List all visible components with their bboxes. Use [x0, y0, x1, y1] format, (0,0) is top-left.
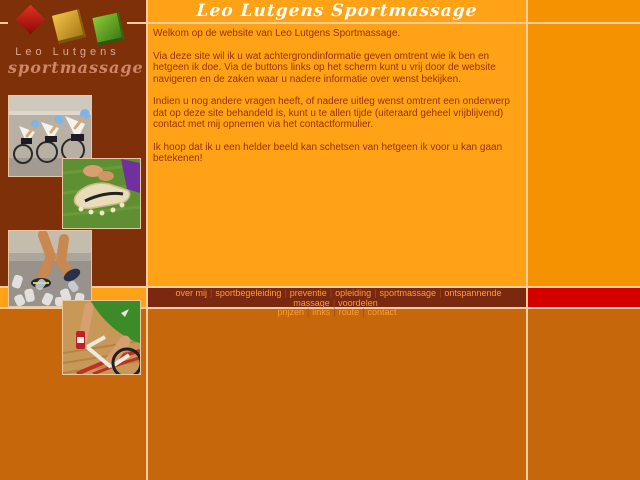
- green-square-icon: [92, 12, 124, 45]
- right-filler-column: [528, 0, 640, 288]
- nav-link-voordelen[interactable]: voordelen: [338, 297, 378, 308]
- nav-link-preventie[interactable]: preventie: [289, 288, 327, 298]
- football-boot-photo: [62, 158, 141, 229]
- track-cyclist-photo: [62, 300, 141, 375]
- logo: [8, 0, 144, 88]
- paragraph: Ik hoop dat ik u een helder beeld kan schetsen van hetgeen ik voor u kan gaan betekenen!: [153, 141, 503, 164]
- nav-separator: |: [329, 288, 333, 298]
- nav-link-route[interactable]: route: [338, 307, 360, 317]
- logo-name: Leo Lutgens: [15, 46, 120, 58]
- paragraph: Welkom op de website van Leo Lutgens Sportmassage.: [153, 28, 401, 39]
- nav-link-links[interactable]: links: [312, 307, 331, 317]
- nav-bar: [148, 288, 526, 317]
- nav-separator: |: [374, 288, 377, 298]
- nav-separator: |: [333, 307, 336, 317]
- welcome-text: [153, 28, 519, 176]
- nav-separator: |: [362, 307, 365, 317]
- nav-right-red-accent: [528, 288, 640, 307]
- nav-link-opleiding[interactable]: opleiding: [335, 288, 372, 298]
- nav-link-prijzen[interactable]: prijzen: [277, 307, 304, 317]
- nav-separator: |: [332, 297, 336, 308]
- nav-separator: |: [284, 288, 287, 298]
- paragraph: Via deze site wil ik u wat achtergrondinformatie geven omtrent wie ik ben en hetgeen ik doe. Via de buttons links op het scherm kunt u vrij door de website navigeren en de zaken waar u nadere informatie over wenst bekijken.: [153, 50, 496, 85]
- nav-link-sportbegeleiding[interactable]: sportbegeleiding: [215, 288, 282, 298]
- marathon-runner-photo: [8, 230, 92, 307]
- nav-link-ontspannende-massage[interactable]: ontspannende massage: [293, 288, 502, 308]
- nav-row-1: [148, 289, 526, 308]
- red-diamond-icon: [16, 5, 46, 35]
- nav-separator: |: [439, 288, 442, 298]
- paragraph: Indien u nog andere vragen heeft, of nadere uitleg wenst omtrent een onderwerp dat op deze site behandeld is, kunt u te allen tijde (uiteraard geheel vrijblijvend) contact met mij opnemen via het contactformulier.: [153, 96, 510, 130]
- gold-square-icon: [52, 9, 86, 44]
- logo-subtitle: sportmassage: [8, 58, 144, 77]
- nav-link-sportmassage[interactable]: sportmassage: [379, 288, 437, 298]
- nav-link-over-mij[interactable]: over mij: [175, 288, 208, 298]
- nav-link-contact[interactable]: contact: [367, 307, 397, 317]
- nav-separator: |: [306, 307, 310, 317]
- nav-row-2: [148, 308, 526, 318]
- left-divider-line: [146, 0, 148, 480]
- page-title: Leo Lutgens Sportmassage: [195, 1, 479, 21]
- nav-separator: |: [210, 288, 213, 298]
- right-divider-line: [526, 0, 528, 480]
